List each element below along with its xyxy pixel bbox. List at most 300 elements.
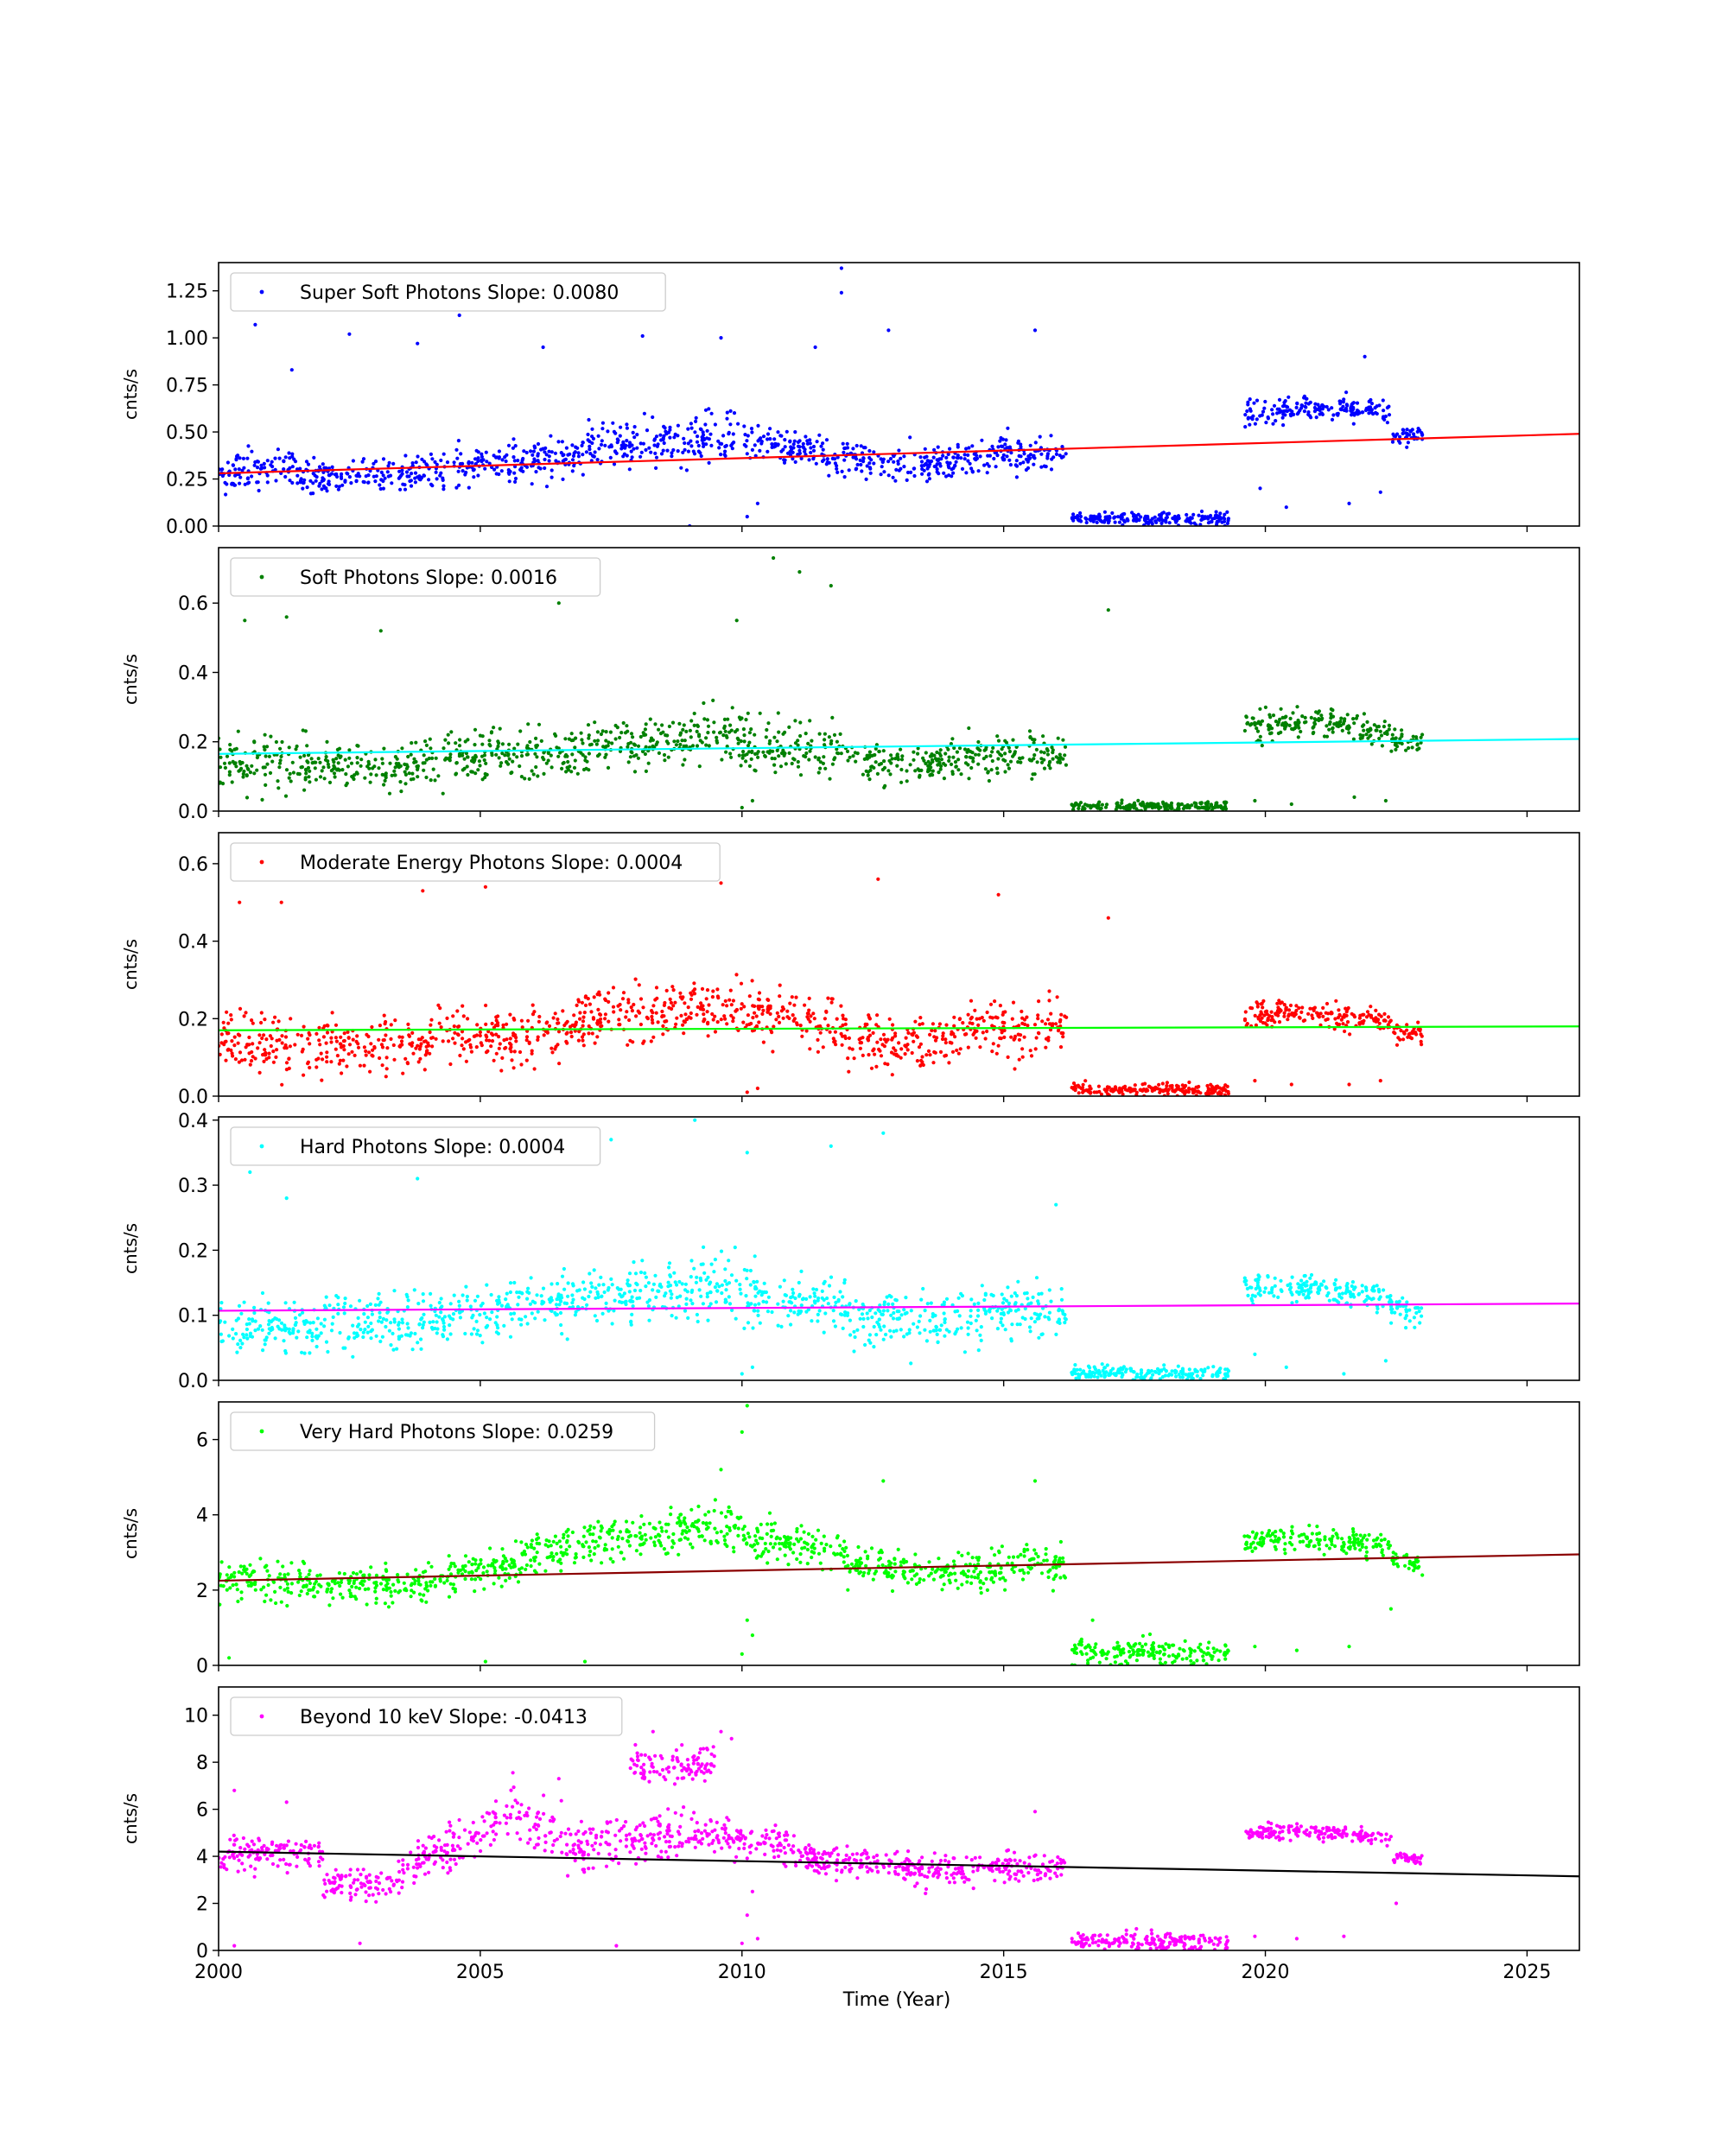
data-point xyxy=(500,458,504,461)
data-point xyxy=(405,767,409,770)
data-point xyxy=(359,758,363,761)
data-point xyxy=(781,1005,785,1009)
data-point xyxy=(986,471,989,474)
data-point xyxy=(783,731,786,734)
data-point xyxy=(484,772,487,776)
data-point xyxy=(1153,516,1157,519)
data-point xyxy=(252,740,256,744)
data-point xyxy=(939,1050,943,1054)
data-point xyxy=(1034,441,1038,444)
data-point xyxy=(338,1331,341,1335)
data-point xyxy=(709,444,713,447)
data-point xyxy=(662,449,665,453)
data-point xyxy=(678,743,682,746)
data-point xyxy=(966,453,969,457)
data-point xyxy=(391,1348,395,1352)
data-point xyxy=(1322,405,1325,409)
data-point xyxy=(976,763,980,766)
data-point xyxy=(808,1047,811,1050)
data-point xyxy=(250,1059,253,1062)
data-point xyxy=(514,1039,518,1043)
data-point xyxy=(483,467,486,471)
data-point xyxy=(548,1024,551,1028)
data-point xyxy=(784,445,787,448)
data-point xyxy=(912,1040,915,1043)
data-point xyxy=(559,1294,562,1297)
data-point xyxy=(1382,1018,1386,1022)
data-point xyxy=(708,744,711,747)
data-point xyxy=(382,783,385,786)
data-point xyxy=(1136,799,1140,802)
data-point xyxy=(633,425,637,428)
data-point xyxy=(263,1018,266,1021)
data-point xyxy=(520,754,524,758)
data-point xyxy=(498,449,501,453)
data-point xyxy=(967,1013,970,1017)
data-point xyxy=(1345,403,1349,407)
data-point xyxy=(455,761,459,764)
data-point xyxy=(537,452,540,455)
data-point xyxy=(810,739,813,743)
data-point xyxy=(897,1055,900,1058)
data-point xyxy=(532,1010,536,1013)
data-point xyxy=(1215,510,1218,514)
data-point xyxy=(721,1003,725,1006)
data-point xyxy=(268,755,271,758)
data-point xyxy=(741,750,745,753)
data-point xyxy=(651,1004,655,1007)
data-point xyxy=(512,472,516,475)
data-point xyxy=(883,784,886,788)
data-point xyxy=(729,756,733,759)
data-point xyxy=(593,739,596,743)
data-point xyxy=(525,1038,529,1042)
data-point xyxy=(715,736,718,739)
data-point xyxy=(826,457,829,460)
data-point xyxy=(818,732,822,736)
data-point xyxy=(1321,1015,1325,1018)
data-point xyxy=(1177,806,1180,809)
data-point xyxy=(994,1016,998,1019)
data-point xyxy=(508,1013,511,1017)
data-point xyxy=(779,1325,783,1328)
data-point xyxy=(686,1316,689,1320)
data-point xyxy=(505,1292,509,1296)
data-point xyxy=(748,994,752,998)
data-point xyxy=(325,1060,328,1063)
data-point xyxy=(867,461,871,465)
data-point xyxy=(1199,518,1203,522)
data-point xyxy=(351,1324,354,1328)
data-point xyxy=(1222,516,1225,519)
data-point xyxy=(887,759,891,763)
data-point xyxy=(1271,412,1274,415)
data-point xyxy=(970,1022,974,1025)
data-point xyxy=(639,997,643,1000)
plot-area-3 xyxy=(217,878,1579,1098)
data-point xyxy=(828,735,831,739)
data-point xyxy=(807,758,810,761)
data-point xyxy=(1318,1015,1321,1018)
data-point xyxy=(834,461,837,465)
data-point xyxy=(1082,1083,1085,1087)
data-point xyxy=(243,1014,246,1018)
data-point xyxy=(397,1327,401,1330)
data-point xyxy=(331,1011,334,1014)
data-point xyxy=(600,1295,603,1298)
data-point xyxy=(271,1049,275,1053)
data-point xyxy=(1195,1086,1198,1089)
data-point xyxy=(388,1329,391,1333)
data-point xyxy=(258,1324,262,1328)
data-point xyxy=(231,1328,234,1331)
data-point xyxy=(448,1062,452,1066)
data-point xyxy=(715,1282,719,1285)
data-point xyxy=(223,481,226,485)
data-point xyxy=(832,1319,835,1322)
data-point xyxy=(424,776,428,779)
data-point xyxy=(955,1049,958,1052)
data-point xyxy=(627,1018,631,1022)
data-point xyxy=(325,1056,328,1059)
data-point xyxy=(337,753,340,757)
data-point xyxy=(1098,807,1102,810)
data-point xyxy=(724,454,727,458)
data-point xyxy=(632,435,636,439)
data-point xyxy=(628,441,632,444)
data-point xyxy=(256,1046,259,1049)
data-point xyxy=(1210,520,1213,523)
data-point xyxy=(569,1030,573,1034)
data-point xyxy=(274,479,277,482)
data-point xyxy=(570,1035,574,1038)
data-point xyxy=(750,430,753,434)
data-point xyxy=(673,1001,677,1005)
data-point xyxy=(628,1271,632,1275)
data-point xyxy=(336,748,340,751)
data-point xyxy=(555,1313,558,1316)
data-point xyxy=(378,1024,382,1027)
data-point xyxy=(681,763,684,766)
data-point xyxy=(916,1059,919,1062)
data-point xyxy=(794,460,797,464)
data-point xyxy=(373,758,377,761)
data-point xyxy=(785,762,788,765)
data-point xyxy=(410,777,413,781)
data-point xyxy=(890,1050,893,1054)
data-point xyxy=(1164,806,1167,809)
data-point xyxy=(658,751,661,755)
data-point xyxy=(867,1037,870,1040)
data-point xyxy=(307,1061,310,1064)
data-point xyxy=(246,481,250,485)
data-point xyxy=(518,1317,521,1321)
data-point xyxy=(325,1042,328,1045)
data-point xyxy=(938,1022,942,1025)
data-point xyxy=(992,457,995,460)
data-point xyxy=(674,1280,677,1284)
data-point xyxy=(1200,510,1204,513)
data-point xyxy=(790,447,793,451)
data-point xyxy=(745,1277,748,1280)
data-point xyxy=(942,472,945,475)
data-point xyxy=(699,1277,702,1280)
data-point xyxy=(1188,520,1191,523)
data-point xyxy=(783,438,786,441)
data-point xyxy=(575,1004,579,1007)
data-point xyxy=(485,1284,488,1287)
data-point xyxy=(1128,807,1131,810)
data-point xyxy=(365,764,369,768)
data-point xyxy=(331,1322,334,1326)
data-point xyxy=(1058,753,1062,757)
data-point xyxy=(243,618,246,622)
data-point xyxy=(382,457,385,460)
data-point xyxy=(1272,713,1275,717)
data-point xyxy=(459,1310,462,1314)
data-point xyxy=(888,772,892,776)
data-point xyxy=(891,1023,894,1026)
data-point xyxy=(655,986,658,989)
data-point xyxy=(596,1019,600,1023)
data-point xyxy=(1313,409,1317,413)
data-point xyxy=(644,727,647,731)
data-point xyxy=(1040,1019,1044,1023)
data-point xyxy=(661,1032,664,1036)
data-point xyxy=(296,1033,300,1037)
data-point xyxy=(285,615,289,618)
data-point xyxy=(915,1034,918,1037)
data-point xyxy=(219,1301,223,1304)
data-point xyxy=(641,334,645,338)
data-point xyxy=(633,770,637,773)
data-point xyxy=(776,430,779,434)
data-point xyxy=(464,1285,467,1289)
data-point xyxy=(634,978,638,981)
data-point xyxy=(446,1337,449,1341)
data-point xyxy=(1380,733,1383,737)
data-point xyxy=(1253,1079,1256,1082)
data-point xyxy=(1156,1087,1159,1090)
data-point xyxy=(647,762,651,765)
data-point xyxy=(669,1275,672,1278)
data-point xyxy=(350,762,353,765)
data-point xyxy=(670,1314,674,1317)
data-point xyxy=(613,432,617,435)
data-point xyxy=(469,1045,473,1049)
data-point xyxy=(800,1035,804,1038)
data-point xyxy=(816,1038,819,1042)
data-point xyxy=(624,731,627,734)
data-point xyxy=(348,1043,352,1046)
data-point xyxy=(1370,742,1374,745)
data-point xyxy=(671,721,675,725)
data-point xyxy=(941,454,944,458)
data-point xyxy=(841,470,844,473)
data-point xyxy=(1406,1036,1409,1039)
data-point xyxy=(715,1289,719,1292)
data-point xyxy=(1029,1049,1032,1052)
data-point xyxy=(1185,804,1189,808)
data-point xyxy=(475,1320,479,1323)
data-point xyxy=(974,753,977,757)
data-point xyxy=(499,1068,503,1072)
data-point xyxy=(234,458,238,461)
data-point xyxy=(958,746,962,750)
data-point xyxy=(278,762,282,765)
data-point xyxy=(1383,720,1387,723)
data-point xyxy=(364,1321,367,1324)
data-point xyxy=(251,1319,254,1322)
data-point xyxy=(894,468,898,472)
data-point xyxy=(219,1333,223,1336)
data-point xyxy=(240,1058,244,1062)
data-point xyxy=(744,1294,747,1297)
data-point xyxy=(724,999,727,1003)
data-point xyxy=(1330,406,1333,409)
data-point xyxy=(428,757,431,760)
data-point xyxy=(1030,1054,1033,1057)
data-point xyxy=(707,1034,710,1037)
data-point xyxy=(496,1326,499,1329)
data-point xyxy=(403,488,407,491)
data-point xyxy=(550,1050,554,1054)
data-point xyxy=(860,469,863,472)
legend-label: Super Soft Photons Slope: 0.0080 xyxy=(300,282,619,304)
data-point xyxy=(465,1060,468,1063)
data-point xyxy=(878,763,881,766)
data-point xyxy=(308,1351,311,1354)
data-point xyxy=(1210,1091,1214,1094)
data-point xyxy=(253,323,257,327)
data-point xyxy=(935,1036,938,1039)
data-point xyxy=(1309,401,1312,404)
data-point xyxy=(933,1029,937,1032)
data-point xyxy=(565,1032,569,1036)
data-point xyxy=(842,1327,845,1330)
data-point xyxy=(244,1011,247,1014)
data-point xyxy=(957,1052,961,1056)
data-point xyxy=(1384,799,1388,802)
data-point xyxy=(607,744,610,747)
data-point xyxy=(1154,805,1158,808)
data-point xyxy=(580,738,583,741)
data-point xyxy=(270,460,274,464)
data-point xyxy=(1327,728,1331,732)
y-tick-label: 0.6 xyxy=(178,593,208,616)
data-point xyxy=(423,739,427,743)
data-point xyxy=(969,766,973,770)
data-point xyxy=(711,989,715,992)
data-point xyxy=(625,724,628,727)
data-point xyxy=(529,1303,532,1306)
data-point xyxy=(1194,1089,1198,1093)
data-point xyxy=(671,448,675,452)
data-point xyxy=(971,757,975,760)
data-point xyxy=(469,770,473,773)
data-point xyxy=(344,772,347,776)
data-point xyxy=(1388,413,1391,416)
data-point xyxy=(561,453,564,457)
data-point xyxy=(720,1018,723,1021)
data-point xyxy=(537,723,541,726)
data-point xyxy=(582,1043,586,1047)
data-point xyxy=(481,734,485,738)
data-point xyxy=(751,1326,754,1329)
data-point xyxy=(375,1335,378,1338)
data-point xyxy=(526,752,530,756)
data-point xyxy=(872,461,875,465)
data-point xyxy=(1137,518,1140,522)
data-point xyxy=(821,1290,824,1293)
data-point xyxy=(1304,402,1307,405)
data-point xyxy=(257,460,260,464)
y-tick-label: 1.00 xyxy=(166,328,208,351)
data-point xyxy=(1358,1017,1362,1020)
data-point xyxy=(1046,749,1050,752)
data-point xyxy=(530,482,534,485)
data-point xyxy=(966,763,969,766)
data-point xyxy=(867,774,870,777)
data-point xyxy=(1246,401,1249,404)
data-point xyxy=(435,477,439,480)
data-point xyxy=(1029,453,1032,456)
data-point xyxy=(519,1062,523,1066)
data-point xyxy=(358,1299,361,1303)
data-point xyxy=(670,454,673,458)
data-point xyxy=(600,1024,603,1028)
data-point xyxy=(543,466,546,470)
data-point xyxy=(778,984,782,987)
data-point xyxy=(442,487,445,491)
data-point xyxy=(692,450,696,453)
data-point xyxy=(483,776,486,779)
data-point xyxy=(1077,807,1080,810)
data-point xyxy=(319,775,322,778)
data-point xyxy=(414,760,417,764)
data-point xyxy=(427,478,430,481)
data-point xyxy=(1216,1085,1219,1088)
data-point xyxy=(366,1316,370,1319)
data-point xyxy=(328,781,332,784)
data-point xyxy=(846,442,849,446)
data-point xyxy=(630,1313,633,1316)
data-point xyxy=(728,751,732,755)
data-point xyxy=(765,735,768,739)
data-point xyxy=(679,466,683,470)
data-point xyxy=(587,1295,590,1298)
data-point xyxy=(403,782,407,785)
data-point xyxy=(865,478,868,481)
data-point xyxy=(1363,355,1367,358)
data-point xyxy=(741,1021,745,1024)
data-point xyxy=(591,1031,594,1035)
data-point xyxy=(284,795,288,798)
data-point xyxy=(697,734,701,738)
data-point xyxy=(596,1008,600,1011)
data-point xyxy=(463,758,467,761)
data-point xyxy=(740,1007,743,1011)
data-point xyxy=(1003,442,1007,446)
data-point xyxy=(633,744,637,747)
data-point xyxy=(1217,1092,1220,1095)
data-point xyxy=(250,764,253,768)
data-point xyxy=(662,434,665,438)
data-point xyxy=(250,1018,253,1022)
data-point xyxy=(697,450,701,453)
data-point xyxy=(1208,515,1211,518)
data-point xyxy=(362,1312,365,1316)
